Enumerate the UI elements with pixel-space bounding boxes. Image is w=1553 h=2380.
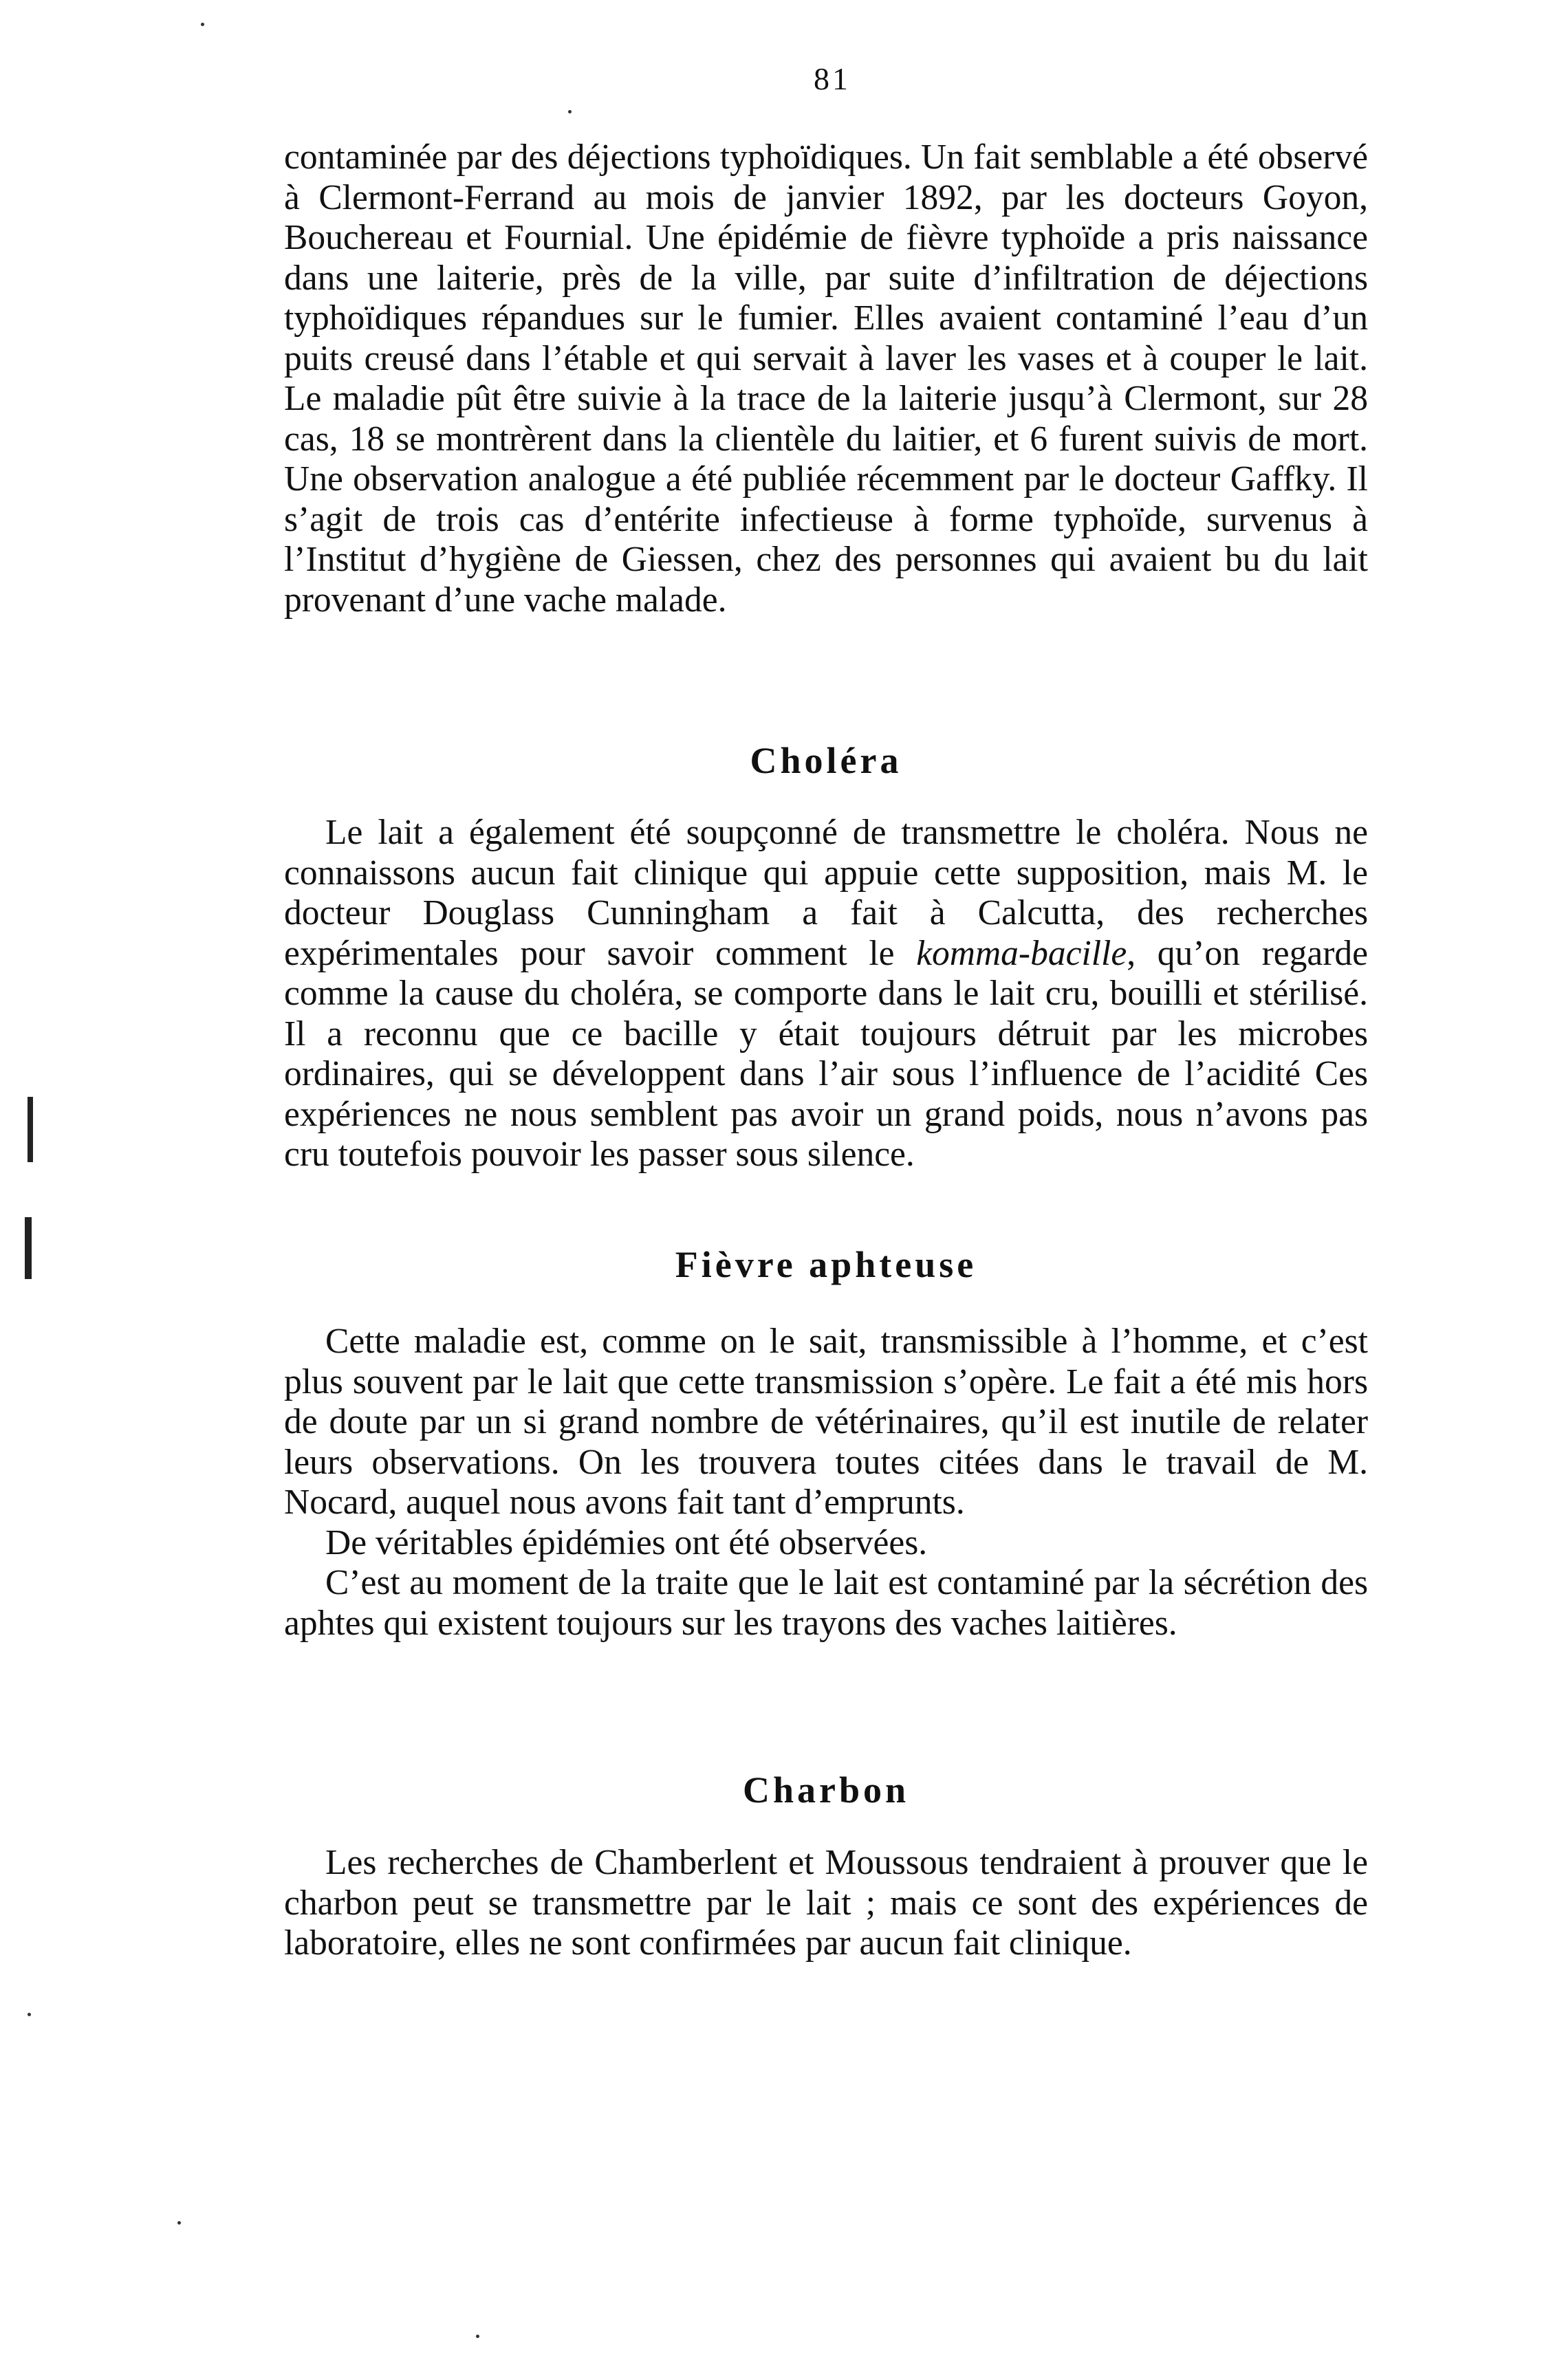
- scan-speck: [177, 2221, 181, 2225]
- page-number: 81: [814, 61, 851, 96]
- paragraph-fievre-3: C’est au moment de la traite que le lait est contaminé par la sécrétion des aphtes qui existent toujours sur les trayons des vaches laitières.: [284, 1563, 1368, 1643]
- paragraph-fievre-2: De véritables épidémies ont été observées.: [325, 1522, 928, 1562]
- scan-speck: [568, 110, 572, 113]
- charbon-text-block: [284, 1843, 1368, 1964]
- cholera-text-block: [284, 813, 1368, 1175]
- cholera-text-start: Le lait a également été soupçonné de transmettre le choléra. Nous ne connaissons aucun fait clinique qui appuie cette supposition, mais M. le docteur Douglass Cunningham a fait à Calcutta, des recherches expérimentales pour savoir comment le: [284, 813, 1368, 973]
- paragraph-charbon: Les recherches de Chamberlent et Moussous tendraient à prouver que le charbon peut se transmettre par le lait ; mais ce sont des expériences de laboratoire, elles ne sont confirmées par aucun fait clinique.: [284, 1843, 1368, 1963]
- scan-artifact-mark: [25, 1217, 32, 1279]
- komma-bacille-term: komma-bacille: [916, 933, 1127, 973]
- scan-speck: [28, 2013, 31, 2016]
- typhoid-text-block: [284, 138, 1368, 620]
- scan-speck: [476, 2335, 479, 2338]
- cholera-text-end: , qu’on regarde comme la cause du choléra, se comporte dans le lait cru, bouilli et stérilisé. Il a reconnu que ce bacille y était toujours détruit par les microbes ordinaires, qui se développent dans l’air sous l’influence de l’acidité Ces expériences ne nous semblent pas avoir un grand poids, nous n’avons pas cru toutefois pouvoir les passer sous silence.: [284, 933, 1368, 1174]
- paragraph-fievre-1: Cette maladie est, comme on le sait, transmissible à l’homme, et c’est plus souvent par le lait que cette transmission s’opère. Le fait a été mis hors de doute par un si grand nombre de vétérinaires, qu’il est inutile de relater leurs observations. On les trouvera toutes citées dans le travail de M. Nocard, auquel nous avons fait tant d’emprunts.: [284, 1322, 1368, 1522]
- fievre-text-block: [284, 1322, 1368, 1644]
- paragraph-cholera: [284, 813, 1368, 1175]
- scan-speck: [201, 23, 204, 26]
- heading-cholera: Choléra: [750, 740, 902, 781]
- heading-charbon: Charbon: [742, 1769, 910, 1811]
- heading-fievre-aphteuse: Fièvre aphteuse: [675, 1244, 977, 1285]
- paragraph-typhoid: contaminée par des déjections typhoïdiques. Un fait semblable a été observé à Clermont-Ferrand au mois de janvier 1892, par les docteurs Goyon, Bouchereau et Fournial. Une épidémie de fièvre typhoïde a pris naissance dans une laiterie, près de la ville, par suite d’infiltration de déjections typhoïdiques répandues sur le fumier. Elles avaient contaminé l’eau d’un puits creusé dans l’étable et qui servait à laver les vases et à couper le lait. Le maladie pût être suivie à la trace de la laiterie jusqu’à Clermont, sur 28 cas, 18 se montrèrent dans la clientèle du laitier, et 6 furent suivis de mort. Une observation analogue a été publiée récemment par le docteur Gaffky. Il s’agit de trois cas d’entérite infectieuse à forme typhoïde, survenus à l’Institut d’hygiène de Giessen, chez des personnes qui avaient bu du lait provenant d’une vache malade.: [284, 138, 1368, 620]
- scan-artifact-mark: [28, 1097, 33, 1162]
